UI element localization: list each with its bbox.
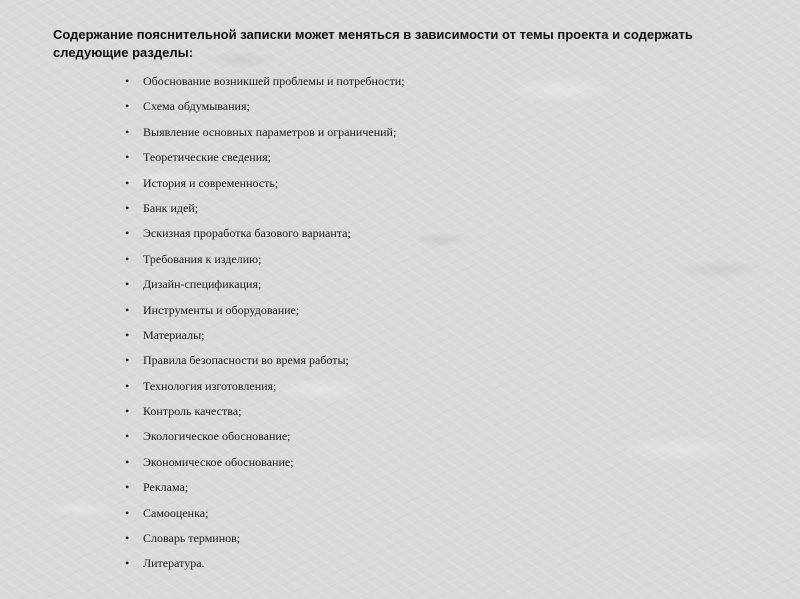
bullet-icon: • <box>125 74 130 88</box>
list-item <box>125 402 405 427</box>
list-item-text: Схема обдумывания; <box>143 99 250 114</box>
list-item-text: Реклама; <box>143 480 189 495</box>
bullet-icon: • <box>125 505 130 520</box>
sections-list <box>125 72 405 580</box>
list-item <box>125 123 405 148</box>
bullet-icon: • <box>125 454 130 469</box>
bullet-icon: • <box>125 480 130 495</box>
bullet-icon: • <box>125 277 130 292</box>
list-item <box>125 351 405 376</box>
list-item <box>125 427 405 452</box>
list-item-text: Дизайн-спецификация; <box>143 277 262 292</box>
list-item-text: Контроль качества; <box>143 404 242 419</box>
list-item-text: История и современность; <box>143 175 279 190</box>
list-item <box>125 148 405 173</box>
slide-heading: Содержание пояснительной записки может меняться в зависимости от темы проекта и содержать следующие разделы: <box>53 27 693 60</box>
bullet-icon: • <box>125 99 130 114</box>
bullet-icon: • <box>125 124 130 139</box>
bullet-icon: • <box>125 378 130 393</box>
list-item <box>125 301 405 326</box>
bullet-icon: • <box>125 429 130 444</box>
bullet-icon: • <box>125 327 130 342</box>
list-item-text: Инструменты и оборудование; <box>143 302 300 317</box>
bullet-icon: • <box>125 175 130 190</box>
list-item-text: Обоснование возникшей проблемы и потребности; <box>143 74 405 88</box>
list-item-text: Выявление основных параметров и ограничений; <box>143 124 397 139</box>
list-item-text: Самооценка; <box>143 505 209 520</box>
bullet-icon: • <box>125 531 130 546</box>
list-item-text: Правила безопасности во время работы; <box>143 353 349 368</box>
bullet-icon: • <box>125 226 130 241</box>
list-item-text: Эскизная проработка базового варианта; <box>143 226 351 241</box>
list-item <box>125 478 405 503</box>
list-item-text: Экологическое обоснование; <box>143 429 291 444</box>
bullet-icon: • <box>125 302 130 317</box>
list-item-text: Требования к изделию; <box>143 251 262 266</box>
list-item-text: Банк идей; <box>143 200 199 215</box>
list-item <box>125 250 405 275</box>
list-item <box>125 275 405 300</box>
list-item <box>125 504 405 529</box>
list-item-text: Словарь терминов; <box>143 531 241 546</box>
list-item-text: Технология изготовления; <box>143 378 277 393</box>
bullet-icon: • <box>125 353 130 368</box>
bullet-icon: • <box>125 556 130 571</box>
list-item-text: Теоретические сведения; <box>143 150 271 165</box>
bullet-icon: • <box>125 251 130 266</box>
list-item <box>125 72 405 97</box>
list-item <box>125 199 405 224</box>
list-item-text: Литература. <box>143 556 205 571</box>
list-item <box>125 453 405 478</box>
list-item <box>125 174 405 199</box>
list-item <box>125 529 405 554</box>
bullet-icon: • <box>125 200 130 215</box>
list-item <box>125 97 405 122</box>
list-item <box>125 326 405 351</box>
list-item-text: Материалы; <box>143 327 205 342</box>
bullet-icon: • <box>125 150 130 165</box>
bullet-icon: • <box>125 404 130 419</box>
list-item <box>125 224 405 249</box>
list-item-text: Экономическое обоснование; <box>143 454 294 469</box>
list-item <box>125 554 405 579</box>
list-item <box>125 377 405 402</box>
